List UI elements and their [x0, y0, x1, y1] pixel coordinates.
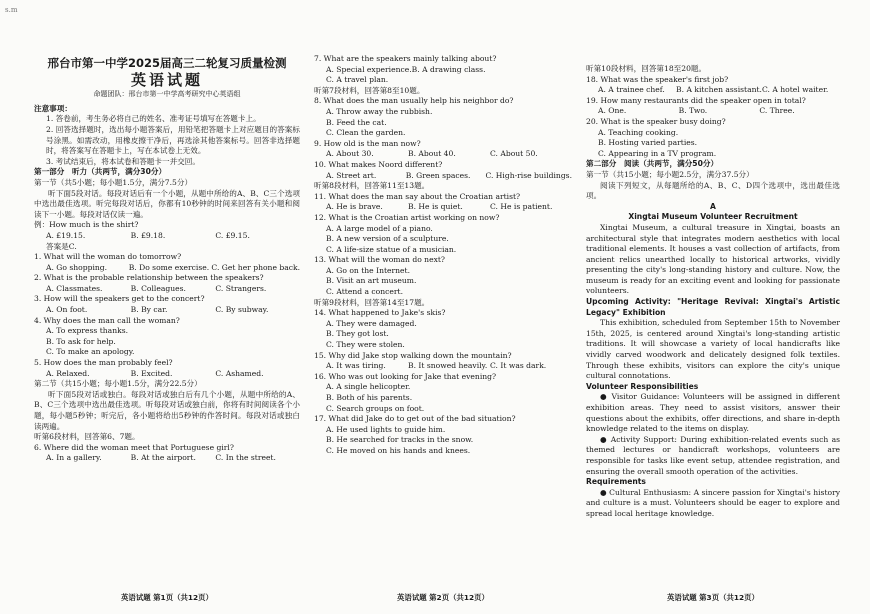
- question-options: [34, 369, 300, 380]
- option: B. A new version of a sculpture.: [326, 234, 449, 244]
- question-options: [314, 361, 572, 372]
- option: A. One.: [598, 106, 627, 116]
- passage-paragraph: Xingtai Museum, a cultural treasure in Xingtai, boasts an architectural style that integrates modern aesthetics with local traditional elements. It houses a vast collection of artifacts, from ancient relics unearthed locally to historical artworks, vividly presenting the city's long-standing history and culture. Now, the museum is ready for an exciting event and looking for passionate volunteers.: [586, 222, 840, 296]
- question: 8. What does the man usually help his neighbor do?: [314, 96, 514, 106]
- passage-subheading: Volunteer Responsibilities: [586, 381, 699, 391]
- page-footer: 英语试题 第1页（共12页）: [121, 593, 213, 603]
- example-question: 例：How much is the shirt?: [34, 220, 139, 230]
- question-options: [34, 453, 300, 464]
- passage-paragraph: ● Visitor Guidance: Volunteers will be assigned in different exhibition areas. They need to assist visitors, answer their questions about the exhibits, offer directions, and share in-depth knowledge related to the items on display.: [586, 392, 840, 434]
- option: B. He searched for tracks in the snow.: [326, 435, 474, 445]
- listening-instruction: 听第7段材料，回答第8至10题。: [314, 85, 425, 95]
- page-column-1: [34, 8, 300, 606]
- example-options: [34, 231, 300, 242]
- option: B. Colleagues.: [130, 283, 186, 293]
- question-options: [586, 106, 840, 117]
- option: A. To express thanks.: [46, 326, 129, 336]
- option: A. He used lights to guide him.: [326, 424, 446, 434]
- passage-paragraph: ● Cultural Enthusiasm: A sincere passion for Xingtai's history and culture is a must. Volunteers should be eager to explore and spread local heritage knowledge.: [586, 487, 840, 518]
- listening-instruction: 听第8段材料，回答第11至13题。: [314, 181, 430, 191]
- option: A. It was tiring.: [326, 361, 386, 371]
- option: C. Strangers.: [215, 283, 267, 293]
- corner-mark: s.m: [5, 6, 18, 14]
- option: C. By subway.: [215, 305, 269, 315]
- question: 20. What is the speaker busy doing?: [586, 116, 726, 126]
- option: C. They were stolen.: [326, 340, 405, 350]
- question: 7. What are the speakers mainly talking about?: [314, 54, 497, 63]
- option: A. About 30.: [326, 149, 374, 159]
- question-options: [34, 263, 300, 274]
- question-list: [314, 54, 572, 457]
- option: B. Feed the cat.: [326, 117, 387, 127]
- option: B. Both of his parents.: [326, 393, 413, 402]
- option: B. A drawing class.: [411, 64, 486, 74]
- page-column-2: [314, 8, 572, 606]
- section-heading: 第一节（共5小题；每小题1.5分，满分7.5分）: [34, 177, 193, 187]
- option: C. He is patient.: [490, 202, 553, 212]
- passage-subheading: Upcoming Activity: "Heritage Revival: Xingtai's Artistic Legacy" Exhibition: [586, 297, 840, 317]
- notice-item: 3. 考试结束后，将本试卷和答题卡一并交回。: [46, 156, 200, 166]
- question: 1. What will the woman do tomorrow?: [34, 252, 182, 262]
- question-options: [314, 202, 572, 213]
- question-options: [34, 284, 300, 295]
- listening-instruction: 听第6段材料，回答第6、7题。: [34, 432, 140, 442]
- section-instructions: 阅读下列短文，从每题所给的A、B、C、D四个选项中，选出最佳选项。: [586, 180, 840, 201]
- option: B. A kitchen assistant.: [676, 85, 762, 95]
- passage-paragraph: ● Activity Support: During exhibition-related events such as themed lectures or handicraft workshops, volunteers are responsible for tasks like event setup, attendee registration, and ensuring the overall smooth operation of the activities.: [586, 434, 840, 476]
- option: A. He is brave.: [326, 202, 383, 212]
- exam-title: 邢台市第一中学2025届高三二轮复习质量检测: [47, 56, 287, 70]
- question-options: [586, 85, 840, 96]
- question-options: [314, 171, 572, 182]
- option: C. He moved on his hands and knees.: [326, 445, 471, 455]
- option: A. Go on the Internet.: [326, 265, 411, 275]
- option: B. Hosting varied parties.: [598, 138, 698, 148]
- option: C. It was dark.: [490, 361, 547, 371]
- question: 15. Why did Jake stop walking down the mountain?: [314, 350, 512, 360]
- option: B. It snowed heavily.: [408, 361, 488, 371]
- question: 10. What makes Noord different?: [314, 159, 443, 169]
- example-answer: 答案是C.: [46, 241, 77, 251]
- question-options: [314, 65, 572, 76]
- option: C. A hotel waiter.: [761, 85, 829, 95]
- option: C. A life-size statue of a musician.: [326, 244, 457, 254]
- option: A. A single helicopter.: [326, 382, 411, 392]
- option: A. A large model of a piano.: [326, 223, 433, 233]
- option: B. Two.: [678, 106, 708, 116]
- option: A. Special experience.: [326, 64, 412, 74]
- option: B. About 40.: [408, 149, 456, 159]
- question: 14. What happened to Jake's skis?: [314, 308, 446, 318]
- option: A. A trainee chef.: [598, 85, 665, 95]
- author-team: 命题团队：邢台市第一中学高考研究中心英语组: [93, 90, 241, 99]
- option: B. To ask for help.: [46, 336, 116, 346]
- question-options: [314, 149, 572, 160]
- option: B. He is quiet.: [408, 202, 463, 212]
- option: B. At the airport.: [130, 453, 196, 463]
- option: C. Ashamed.: [215, 368, 264, 378]
- question-options: [34, 305, 300, 316]
- passage-title: Xingtai Museum Volunteer Recruitment: [628, 212, 798, 222]
- option: B. £9.18.: [130, 230, 166, 240]
- question: 5. How does the man probably feel?: [34, 358, 173, 368]
- option: B. Green spaces.: [405, 170, 471, 180]
- section-heading: 第二节（共15小题；每小题1.5分，满分22.5分）: [34, 379, 202, 389]
- option: C. A travel plan.: [326, 75, 389, 85]
- option: B. They got lost.: [326, 329, 389, 339]
- notice-item: 1. 答卷前，考生务必将自己的姓名、准考证号填写在答题卡上。: [46, 114, 261, 124]
- question: 11. What does the man say about the Croatian artist?: [314, 191, 521, 201]
- section-instructions: 听下面5段对话或独白。每段对话或独白后有几个小题，从题中所给的A、B、C三个选项中选出最佳选项。听每段对话或独白前，你将有时间阅读各个小题，每小题5秒钟；听完后，各小题将给出5秒钟的作答时间。每段对话或独白读两遍。: [34, 389, 300, 431]
- question: 4. Why does the man call the woman?: [34, 315, 180, 325]
- option: B. Visit an art museum.: [326, 276, 417, 286]
- section-instructions: 听下面5段对话。每段对话后有一个小题，从题中所给的A、B、C三个选项中选出最佳选项。听完每段对话后，你都有10秒钟的时间来回答有关小题和阅读下一小题。每段对话仅读一遍。: [34, 188, 300, 219]
- question: 16. Who was out looking for Jake that evening?: [314, 371, 497, 381]
- option: C. High-rise buildings.: [485, 170, 572, 180]
- option: A. £19.15.: [46, 230, 86, 240]
- question: 18. What was the speaker's first job?: [586, 74, 729, 84]
- option: A. Throw away the rubbish.: [326, 106, 433, 116]
- option: C. Attend a concert.: [326, 287, 403, 297]
- passage-letter: A: [710, 201, 716, 211]
- section-heading: 第一节（共15小题；每小题2.5分，满分37.5分）: [586, 169, 754, 179]
- option: C. To make an apology.: [46, 347, 135, 357]
- question: 6. Where did the woman meet that Portuguese girl?: [34, 442, 234, 452]
- question: 2. What is the probable relationship between the speakers?: [34, 273, 264, 283]
- page-footer: 英语试题 第3页（共12页）: [667, 593, 759, 603]
- question-options: [314, 75, 572, 86]
- question: 13. What will the woman do next?: [314, 255, 445, 265]
- question: 19. How many restaurants did the speaker open in total?: [586, 95, 806, 105]
- listening-instruction: 听第10段材料，回答第18至20题。: [586, 64, 707, 73]
- question: 3. How will the speakers get to the concert?: [34, 294, 205, 304]
- option: C. Clean the garden.: [326, 128, 406, 138]
- passage-subheading: Requirements: [586, 477, 646, 487]
- listening-instruction: 听第9段材料，回答第14至17题。: [314, 297, 430, 307]
- option: C. In the street.: [215, 453, 276, 463]
- option: A. Classmates.: [46, 283, 103, 293]
- option: A. Teaching cooking.: [598, 127, 679, 137]
- option: A. Go shopping.: [46, 262, 108, 272]
- subject-title: 英语试题: [130, 70, 203, 89]
- option: A. On foot.: [46, 305, 88, 315]
- option: C. Three.: [759, 106, 795, 116]
- page-footer: 英语试题 第2页（共12页）: [397, 593, 489, 603]
- question: 17. What did Jake do to get out of the bad situation?: [314, 414, 516, 424]
- option: B. Do some exercise.: [128, 262, 210, 272]
- passage-paragraph: This exhibition, scheduled from September 15th to November 15th, 2025, is centered around Xingtai's long-standing artistic traditions. It will showcase a variety of local handicrafts like vividly carved woodwork and delicately designed folk textiles. Through these exhibits, visitors can explore the city's unique cultural connotations.: [586, 318, 840, 381]
- option: C. Get her phone back.: [211, 262, 301, 272]
- option: A. They were damaged.: [326, 318, 417, 328]
- option: B. By car.: [130, 305, 168, 315]
- question: 9. How old is the man now?: [314, 138, 421, 148]
- option: C. Appearing in a TV program.: [598, 148, 717, 158]
- page-column-3: [586, 8, 840, 606]
- option: C. £9.15.: [215, 230, 250, 240]
- option: C. Search groups on foot.: [326, 403, 425, 413]
- part-heading: 第一部分 听力（共两节，满分30分）: [34, 167, 167, 177]
- notice-heading: 注意事项：: [34, 103, 72, 113]
- notice-item: 2. 回答选择题时，选出每小题答案后，用铅笔把答题卡上对应题目的答案标号涂黑。如需改动，用橡皮擦干净后，再选涂其他答案标号。回答非选择题时，将答案写在答题卡上，写在本试卷上无效。: [46, 124, 300, 156]
- question: 12. What is the Croatian artist working on now?: [314, 212, 500, 222]
- part-heading: 第二部分 阅读（共两节，满分50分）: [586, 159, 719, 169]
- option: A. Street art.: [326, 170, 377, 180]
- option: A. In a gallery.: [46, 453, 102, 463]
- option: A. Relaxed.: [46, 368, 90, 378]
- option: B. Excited.: [130, 368, 173, 378]
- option: C. About 50.: [490, 149, 538, 159]
